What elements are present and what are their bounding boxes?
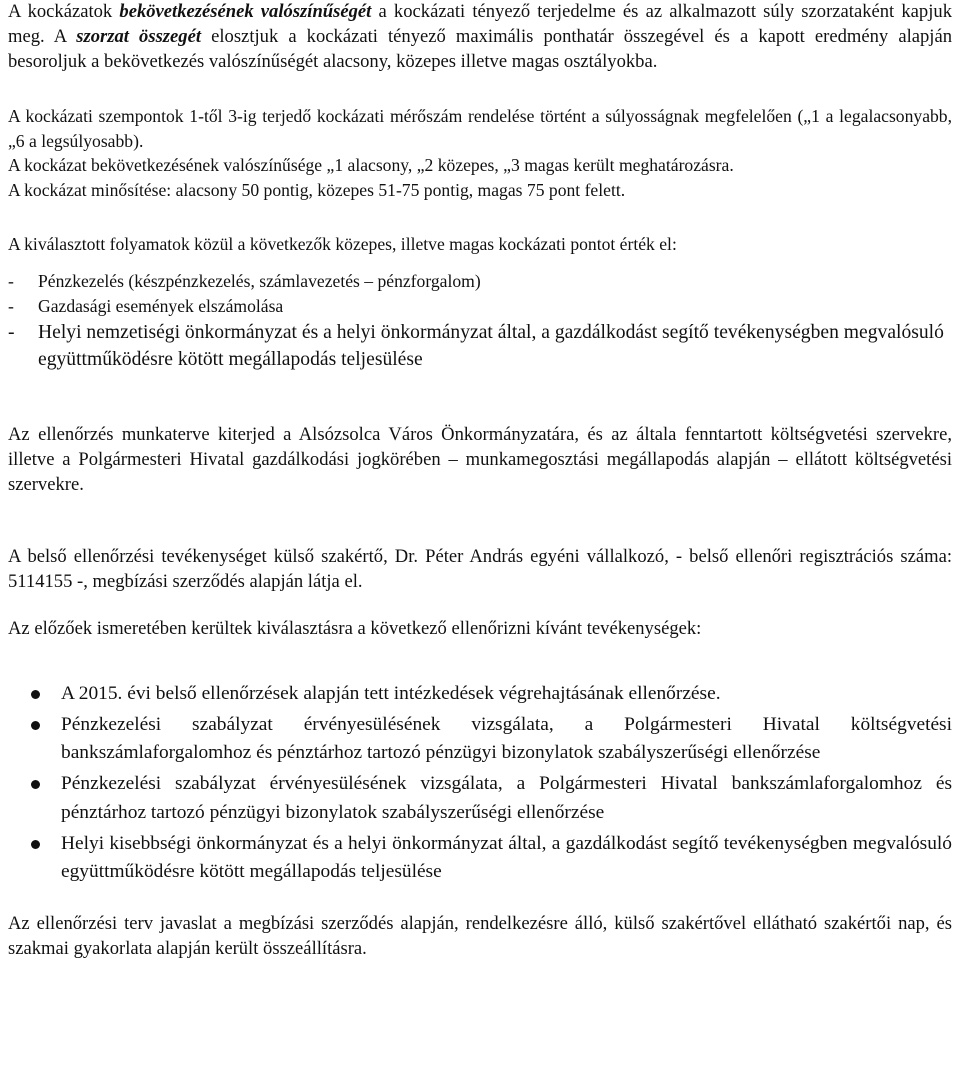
dash-marker: - bbox=[8, 271, 14, 292]
bullet-icon bbox=[8, 830, 61, 886]
dash-marker: - bbox=[8, 322, 15, 344]
selected-lead: A kiválasztott folyamatok közül a következők közepes, illetve magas kockázati pontot érték el: bbox=[8, 234, 677, 255]
list-item: A 2015. évi belső ellenőrzések alapján tett intézkedések végrehajtásának ellenőrzése. bbox=[8, 680, 952, 708]
bullet-icon bbox=[8, 770, 61, 826]
list-item: Helyi kisebbségi önkormányzat és a helyi önkormányzat által, a gazdálkodást segítő tevékenységben megvalósuló együttműködésre kötött megállapodás teljesülése bbox=[8, 830, 952, 886]
auditor-paragraph: A belső ellenőrzési tevékenységet külső szakértő, Dr. Péter András egyéni vállalkozó, - belső ellenőri regisztrációs száma: 5114155 -, megbízási szerződés alapján látja el. bbox=[8, 546, 952, 593]
planned-lead: Az előzőek ismeretében kerültek kiválasztásra a következő ellenőrizni kívánt tevékenységek: bbox=[8, 618, 702, 640]
intro-paragraph bbox=[8, 0, 952, 74]
selected-list bbox=[8, 269, 952, 373]
list-item: - Helyi nemzetiségi önkormányzat és a helyi önkormányzat által, a gazdálkodást segítő tevékenységben megvalósuló együttműködésre kötött megállapodás teljesülése bbox=[8, 320, 952, 373]
list-item: - Gazdasági események elszámolása bbox=[8, 294, 952, 318]
intro-text-2: a kockázati tényező terjedelme és az alkalmazott súly szorzataként kapjuk meg. A bbox=[8, 1, 952, 47]
closing-paragraph: Az ellenőrzési terv javaslat a megbízási szerződés alapján, rendelkezésre álló, külső szakértővel ellátható szakértői nap, és szakmai gyakorlata alapján került összeállításra. bbox=[8, 913, 952, 960]
scope-paragraph: Az ellenőrzés munkaterve kiterjed a Alsózsolca Város Önkormányzatára, és az általa fenntartott költségvetési szervekre, illetve a Polgármesteri Hivatal gazdálkodási jogkörében – munkamegosztási megállapodás alapján – ellátott költségvetési szervekre. bbox=[8, 424, 952, 495]
dash-marker: - bbox=[8, 295, 14, 316]
planned-list bbox=[8, 680, 952, 886]
bullet-icon bbox=[8, 711, 61, 767]
scale-line-3: A kockázat minősítése: alacsony 50 pontig, közepes 51-75 pontig, magas 75 pont felett. bbox=[8, 179, 626, 200]
intro-emphasis-2: szorzat összegét bbox=[76, 25, 202, 47]
list-item: Pénzkezelési szabályzat érvényesülésének vizsgálata, a Polgármesteri Hivatal költségvetési bankszámlaforgalomhoz és pénztárhoz tartozó pénzügyi bizonylatok szabályszerűségi ellenőrzése bbox=[8, 711, 952, 767]
scale-line-1: A kockázati szempontok 1-től 3-ig terjedő kockázati mérőszám rendelése történt a súlyosságnak megfelelően („1 a legalacsonyabb, „6 a legsúlyosabb). bbox=[8, 106, 952, 151]
list-item: - Pénzkezelés (készpénzkezelés, számlavezetés – pénzforgalom) bbox=[8, 269, 952, 293]
bullet-icon bbox=[8, 680, 61, 708]
scale-line-2: A kockázat bekövetkezésének valószínűsége „1 alacsony, „2 közepes, „3 magas került meghatározásra. bbox=[8, 155, 734, 176]
intro-emphasis-1: bekövetkezésének valószínűségét bbox=[119, 1, 372, 22]
scale-block bbox=[8, 104, 952, 202]
intro-text-3: elosztjuk a kockázati tényező maximális ponthatár összegével és a kapott eredmény alapján besoroljuk a bekövetkezés valószínűségét alacsony, közepes illetve magas osztályokba. bbox=[8, 25, 953, 72]
intro-text-1: A kockázatok bbox=[8, 1, 120, 22]
list-item: Pénzkezelési szabályzat érvényesülésének vizsgálata, a Polgármesteri Hivatal bankszámlaforgalomhoz és pénztárhoz tartozó pénzügyi bizonylatok szabályszerűségi ellenőrzése bbox=[8, 770, 952, 826]
